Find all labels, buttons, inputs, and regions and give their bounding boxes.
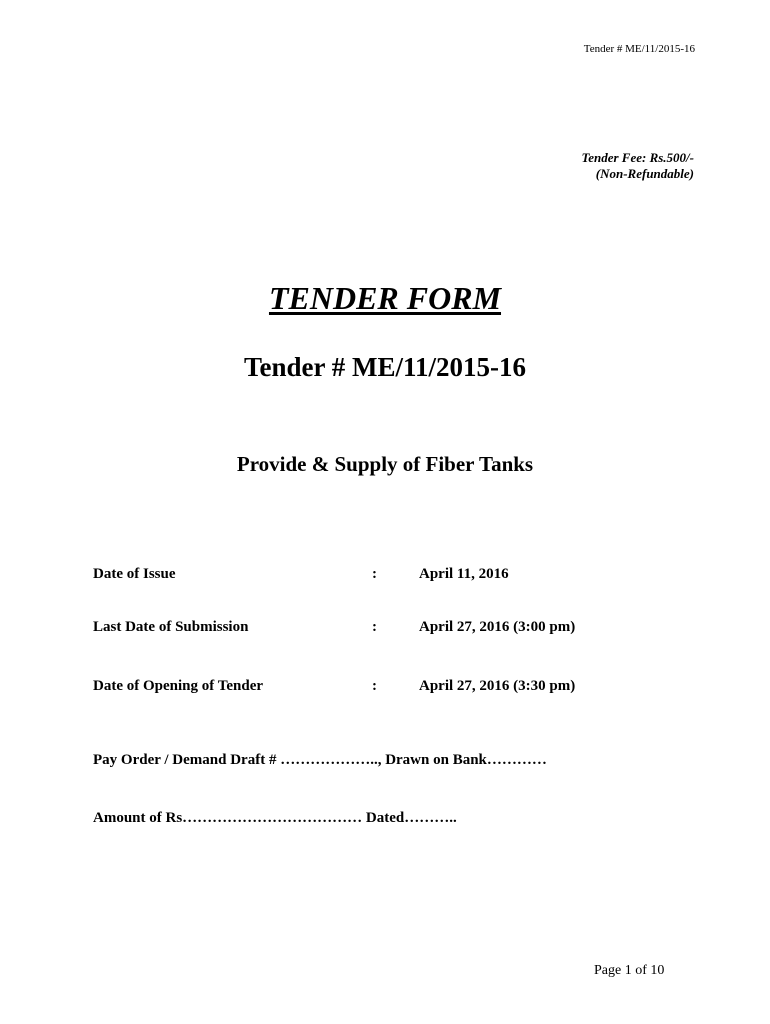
date-of-opening-row xyxy=(93,678,713,700)
document-title: TENDER FORM xyxy=(268,280,502,316)
date-row-value: April 27, 2016 (3:30 pm) xyxy=(419,678,576,694)
date-row-label: Last Date of Submission xyxy=(93,619,249,635)
pay-order-line: Pay Order / Demand Draft # ……………….., Drawn on Bank………… xyxy=(93,752,547,768)
tender-subject: Provide & Supply of Fiber Tanks xyxy=(236,452,534,476)
tender-number-heading: Tender # ME/11/2015-16 xyxy=(243,352,527,382)
amount-line: Amount of Rs……………………………… Dated……….. xyxy=(93,810,457,826)
tender-fee-block xyxy=(581,150,694,182)
date-row-label: Date of Issue xyxy=(93,566,176,582)
header-tender-reference: Tender # ME/11/2015-16 xyxy=(583,43,695,55)
date-row-label: Date of Opening of Tender xyxy=(93,678,264,694)
page-number: Page 1 of 10 xyxy=(594,963,665,978)
tender-fee-note: (Non-Refundable) xyxy=(595,166,694,181)
date-row-separator: : xyxy=(372,619,377,635)
date-of-issue-row xyxy=(93,566,713,588)
tender-fee-amount: Tender Fee: Rs.500/- xyxy=(581,150,694,165)
last-date-submission-row xyxy=(93,619,713,641)
date-row-separator: : xyxy=(372,678,377,694)
date-row-value: April 27, 2016 (3:00 pm) xyxy=(419,619,576,635)
date-row-value: April 11, 2016 xyxy=(419,566,509,582)
date-row-separator: : xyxy=(372,566,377,582)
